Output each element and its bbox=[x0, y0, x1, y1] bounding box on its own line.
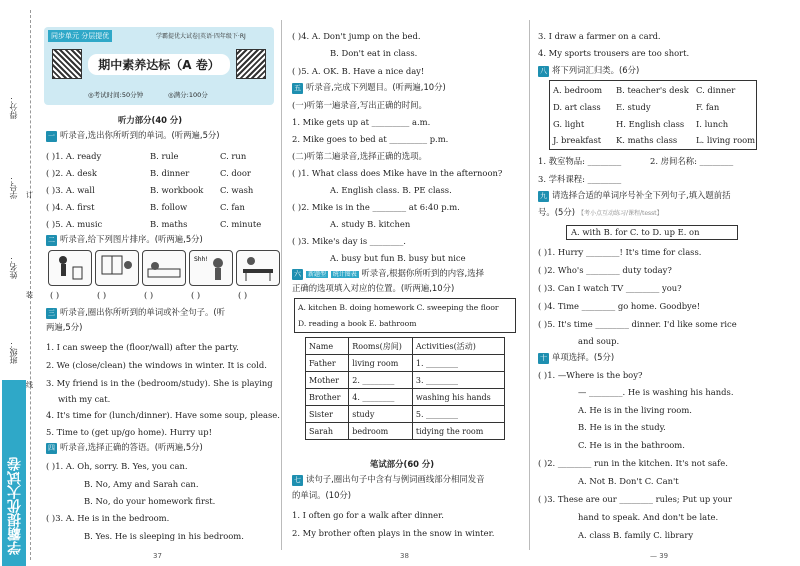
s1-row-5-c: C. minute bbox=[220, 219, 262, 229]
s7-line-3: 3. I draw a farmer on a card. bbox=[538, 31, 661, 41]
section-text: 听录音,选出你所听到的单词。(听两遍,5分) bbox=[60, 130, 220, 140]
s10-q3: ( )3. These are our ________ rules; Put up your bbox=[538, 494, 733, 504]
table-header: Activities(活动) bbox=[412, 338, 504, 355]
section-3-title bbox=[46, 307, 225, 319]
s9-line-1: ( )1. Hurry ________! It's time for class. bbox=[538, 247, 702, 257]
s3-line-4: with my cat. bbox=[58, 394, 111, 404]
section-text: 听录音,圈出你所听到的单词或补全句子。(听 bbox=[60, 307, 226, 317]
table-cell: Father bbox=[306, 355, 349, 372]
table-row bbox=[306, 423, 505, 440]
section-6-title bbox=[292, 268, 484, 280]
s10-q2: ( )2. ________ run in the kitchen. It's not safe. bbox=[538, 458, 728, 468]
student-no-label: 学号： bbox=[9, 175, 18, 199]
shh-icon bbox=[190, 251, 232, 285]
window-icon bbox=[96, 251, 138, 285]
table-row bbox=[306, 389, 505, 406]
fold-char-3: 装 bbox=[26, 291, 33, 299]
s1-row-1-a: ( )1. A. ready bbox=[46, 151, 102, 161]
qr-code-left bbox=[52, 49, 82, 79]
table-cell[interactable]: 4. ________ bbox=[349, 389, 413, 406]
s10-q1-answer: — ________. He is washing his hands. bbox=[578, 387, 734, 397]
table-cell: Mother bbox=[306, 372, 349, 389]
section-text: 单项选择。(5分) bbox=[552, 352, 615, 362]
s5-q3-options: A. busy but fun B. busy but nice bbox=[330, 253, 466, 263]
rooms-activities-table bbox=[305, 337, 505, 440]
page-number-37: 37 bbox=[153, 552, 162, 560]
section-text: 听录音,完成下列题目。(听两遍,10分) bbox=[306, 82, 446, 92]
s5-line-1: 1. Mike gets up at _________ a.m. bbox=[292, 117, 431, 127]
bed-icon bbox=[143, 251, 185, 285]
word-bank-s6 bbox=[294, 298, 516, 333]
s2-paren-1[interactable]: ( ) bbox=[50, 290, 60, 300]
section-number: 三 bbox=[48, 309, 55, 317]
word-bank-line-1: A. kitchen B. doing homework C. sweeping the floor bbox=[298, 303, 499, 312]
table-cell: tidying the room bbox=[412, 423, 504, 440]
s4-q3-b: B. Yes. He is sleeping in his bedroom. bbox=[84, 531, 244, 541]
section-3-title-cont: 两遍,5分) bbox=[46, 322, 83, 332]
section-text: 听录音,根据你所听到的内容,选择 bbox=[361, 268, 484, 278]
s9-stamp: 【考小点互动练习/课程/tesst】 bbox=[578, 210, 663, 217]
s2-paren-4[interactable]: ( ) bbox=[191, 290, 201, 300]
table-cell[interactable]: 1. ________ bbox=[412, 355, 504, 372]
table-header: Rooms(房间) bbox=[349, 338, 413, 355]
section-number: 二 bbox=[48, 236, 55, 244]
left-sidebar bbox=[0, 0, 34, 566]
picture-shh bbox=[189, 250, 233, 286]
s1-row-3-c: C. wash bbox=[220, 185, 254, 195]
s8-word: B. teacher's desk bbox=[616, 85, 689, 95]
column-divider-1 bbox=[281, 20, 282, 550]
section-7-title bbox=[292, 474, 485, 486]
word-bank-line-2: D. reading a book E. bathroom bbox=[298, 319, 417, 328]
table-cell[interactable]: 2. ________ bbox=[349, 372, 413, 389]
s1-row-3-a: ( )3. A. wall bbox=[46, 185, 95, 195]
picture-window bbox=[95, 250, 139, 286]
table-cell: Sister bbox=[306, 406, 349, 423]
s1-row-4-b: B. follow bbox=[150, 202, 188, 212]
person-trash-icon bbox=[49, 251, 91, 285]
s9-line-6: and soup. bbox=[578, 336, 620, 346]
s9-line-3: ( )3. Can I watch TV ________ you? bbox=[538, 283, 682, 293]
picture-trash bbox=[48, 250, 92, 286]
section-7-title-cont: 的单词。(10分) bbox=[292, 490, 352, 500]
section-text: 请选择合适的单词序号补全下列句子,填入题前括 bbox=[552, 190, 731, 200]
s8-word: L. living room bbox=[696, 135, 756, 145]
section-text: 读句子,圈出句子中含有与例词画线部分相同发音 bbox=[306, 474, 485, 484]
s10-q2-options: A. Not B. Don't C. Can't bbox=[578, 476, 679, 486]
class-label: 班级： bbox=[9, 340, 18, 364]
s1-row-5-b: B. maths bbox=[150, 219, 188, 229]
section-9-title bbox=[538, 190, 731, 202]
s2-paren-3[interactable]: ( ) bbox=[144, 290, 154, 300]
s8-word: D. art class bbox=[553, 102, 601, 112]
s3-line-1: 1. I can sweep the (floor/wall) after the party. bbox=[46, 342, 239, 352]
s1-row-1-b: B. rule bbox=[150, 151, 179, 161]
picture-sleeping bbox=[142, 250, 186, 286]
s8-q3: 3. 学科课程: ________ bbox=[538, 174, 622, 184]
page-number-38: 38 bbox=[400, 552, 409, 560]
s9-line-4: ( )4. Time ________ go home. Goodbye! bbox=[538, 301, 701, 311]
c2-q4a: ( )4. A. Don't jump on the bed. bbox=[292, 31, 421, 41]
s5-q1: ( )1. What class does Mike have in the afternoon? bbox=[292, 168, 503, 178]
s5-q2-options: A. study B. kitchen bbox=[330, 219, 411, 229]
section-text: 听录音,给下列图片排序。(听两遍,5分) bbox=[60, 234, 203, 244]
section-number: 一 bbox=[48, 132, 55, 140]
s1-row-5-a: ( )5. A. music bbox=[46, 219, 103, 229]
s8-q1: 1. 教室物品: ________ bbox=[538, 156, 622, 166]
section-number: 十 bbox=[540, 354, 547, 362]
s8-word: J. breakfast bbox=[553, 135, 602, 145]
header-tag-right: 学霸提优大试卷|英语·四年级下·RJ bbox=[156, 33, 246, 40]
word-bank-s8 bbox=[549, 80, 757, 150]
s1-row-4-c: C. fan bbox=[220, 202, 245, 212]
qr-code-right bbox=[236, 49, 266, 79]
table-row bbox=[306, 372, 505, 389]
section-8-title bbox=[538, 65, 639, 77]
s8-word: I. lunch bbox=[696, 119, 729, 129]
s1-row-4-a: ( )4. A. first bbox=[46, 202, 95, 212]
s5-q1-options: A. English class. B. PE class. bbox=[330, 185, 452, 195]
s3-line-3: 3. My friend is in the (bedroom/study). She is playing bbox=[46, 378, 273, 388]
s4-q3: ( )3. A. He is in the bedroom. bbox=[46, 513, 170, 523]
s8-q2: 2. 房间名称: ________ bbox=[650, 156, 734, 166]
s4-q2-b: B. No, do your homework first. bbox=[84, 496, 216, 506]
fold-char-2: 订 bbox=[26, 191, 33, 199]
page-number-39: — 39 bbox=[650, 552, 669, 560]
s8-word: E. study bbox=[616, 102, 651, 112]
section-2-title bbox=[46, 234, 203, 246]
section-text: 将下列词汇归类。(6分) bbox=[552, 65, 640, 75]
s4-q1-b: B. No, Amy and Sarah can. bbox=[84, 479, 199, 489]
listening-part-title: 听力部分(40 分) bbox=[118, 115, 183, 125]
table-header: Name bbox=[306, 338, 349, 355]
s7-line-1: 1. I often go for a walk after dinner. bbox=[292, 510, 444, 520]
s5-line-2: 2. Mike goes to bed at _________ p.m. bbox=[292, 134, 449, 144]
s10-q1-b: B. He is in the study. bbox=[578, 422, 666, 432]
s1-row-3-b: B. workbook bbox=[150, 185, 204, 195]
table-row bbox=[306, 406, 505, 423]
s8-word: H. English class bbox=[616, 119, 685, 129]
section-text: 听录音,选择正确的答语。(听两遍,5分) bbox=[60, 442, 203, 452]
s1-row-2-c: C. door bbox=[220, 168, 251, 178]
table-header-row bbox=[306, 338, 505, 355]
c2-q4b: B. Don't eat in class. bbox=[330, 48, 418, 58]
s3-line-5: 4. It's time for (lunch/dinner). Have some soup, please. bbox=[46, 410, 280, 420]
s5-sub1: (一)听第一遍录音,写出正确的时间。 bbox=[292, 100, 427, 110]
c2-q5: ( )5. A. OK. B. Have a nice day! bbox=[292, 66, 425, 76]
s10-q1: ( )1. —Where is the boy? bbox=[538, 370, 643, 380]
table-cell: Brother bbox=[306, 389, 349, 406]
table-cell: living room bbox=[349, 355, 413, 372]
word-bank-s9 bbox=[566, 225, 738, 240]
desk-icon bbox=[237, 251, 279, 285]
s9-bank-text: A. with B. for C. to D. up E. on bbox=[571, 227, 700, 237]
section-9-title-cont: 号。(5分) bbox=[538, 207, 575, 217]
s10-q3-cont: hand to speak. And don't be late. bbox=[578, 512, 719, 522]
s1-row-2-b: B. dinner bbox=[150, 168, 190, 178]
table-cell: bedroom bbox=[349, 423, 413, 440]
section-6-title-cont: 正确的选项填入对应的位置。(听两遍,10分) bbox=[292, 283, 455, 293]
s10-q1-a: A. He is in the living room. bbox=[578, 405, 692, 415]
s2-paren-2[interactable]: ( ) bbox=[97, 290, 107, 300]
s8-word: G. light bbox=[553, 119, 585, 129]
written-part-title: 笔试部分(60 分) bbox=[370, 459, 435, 469]
s5-sub2: (二)听第二遍录音,选择正确的选项。 bbox=[292, 151, 427, 161]
header-banner bbox=[44, 27, 274, 105]
s7-line-4: 4. My sports trousers are too short. bbox=[538, 48, 690, 58]
section-number: 六 bbox=[294, 270, 301, 278]
s8-word: A. bedroom bbox=[553, 85, 603, 95]
section-5-title bbox=[292, 82, 446, 94]
s3-line-6: 5. Time to (get up/go home). Hurry up! bbox=[46, 427, 212, 437]
table-row bbox=[306, 355, 505, 372]
s10-q1-c: C. He is in the bathroom. bbox=[578, 440, 685, 450]
s9-line-2: ( )2. Who's ________ duty today? bbox=[538, 265, 672, 275]
column-divider-2 bbox=[529, 20, 530, 550]
exam-time: ◎考试时间:50分钟 bbox=[88, 91, 144, 99]
brand-text: 学霸提优大试卷 bbox=[7, 457, 23, 555]
s5-q2: ( )2. Mike is in the ________ at 6:40 p.m. bbox=[292, 202, 460, 212]
exam-full-score: ◎满分:100分 bbox=[168, 91, 208, 99]
s4-q1: ( )1. A. Oh, sorry. B. Yes, you can. bbox=[46, 461, 188, 471]
s9-line-5: ( )5. It's time ________ dinner. I'd like some rice bbox=[538, 319, 737, 329]
svg-text:Shh!: Shh! bbox=[194, 256, 208, 263]
s8-word: C. dinner bbox=[696, 85, 736, 95]
score-label: 得分： bbox=[9, 95, 18, 119]
table-cell: study bbox=[349, 406, 413, 423]
s1-row-1-c: C. run bbox=[220, 151, 247, 161]
s7-line-2: 2. My brother often plays in the snow in winter. bbox=[292, 528, 495, 538]
table-cell[interactable]: 3. ________ bbox=[412, 372, 504, 389]
table-cell[interactable]: 5. ________ bbox=[412, 406, 504, 423]
section-number: 八 bbox=[540, 67, 547, 75]
s2-paren-5[interactable]: ( ) bbox=[238, 290, 248, 300]
s8-word: F. fan bbox=[696, 102, 720, 112]
s5-q3: ( )3. Mike's day is ________. bbox=[292, 236, 406, 246]
section-number: 九 bbox=[540, 192, 547, 200]
new-type-tag: 新题型 bbox=[308, 271, 327, 278]
section-number: 四 bbox=[48, 444, 55, 452]
table-cell: washing his hands bbox=[412, 389, 504, 406]
s10-q3-options: A. class B. family C. library bbox=[578, 530, 694, 540]
table-cell: Sarah bbox=[306, 423, 349, 440]
s3-line-2: 2. We (close/clean) the windows in winter. It is cold. bbox=[46, 360, 267, 370]
chart-tag: 统计图表 bbox=[332, 271, 357, 278]
section-number: 七 bbox=[294, 476, 301, 484]
s1-row-2-a: ( )2. A. desk bbox=[46, 168, 97, 178]
picture-desk bbox=[236, 250, 280, 286]
header-tag-left: 同步单元 分层提优 bbox=[48, 30, 112, 42]
section-number: 五 bbox=[294, 84, 301, 92]
s8-word: K. maths class bbox=[616, 135, 678, 145]
exam-title: 期中素养达标（A 卷） bbox=[88, 54, 230, 75]
name-label: 姓名： bbox=[9, 255, 18, 279]
section-4-title bbox=[46, 442, 203, 454]
section-1-title bbox=[46, 130, 220, 142]
fold-char-1: 线 bbox=[26, 381, 33, 389]
section-10-title bbox=[538, 352, 614, 364]
fold-line bbox=[30, 10, 31, 560]
